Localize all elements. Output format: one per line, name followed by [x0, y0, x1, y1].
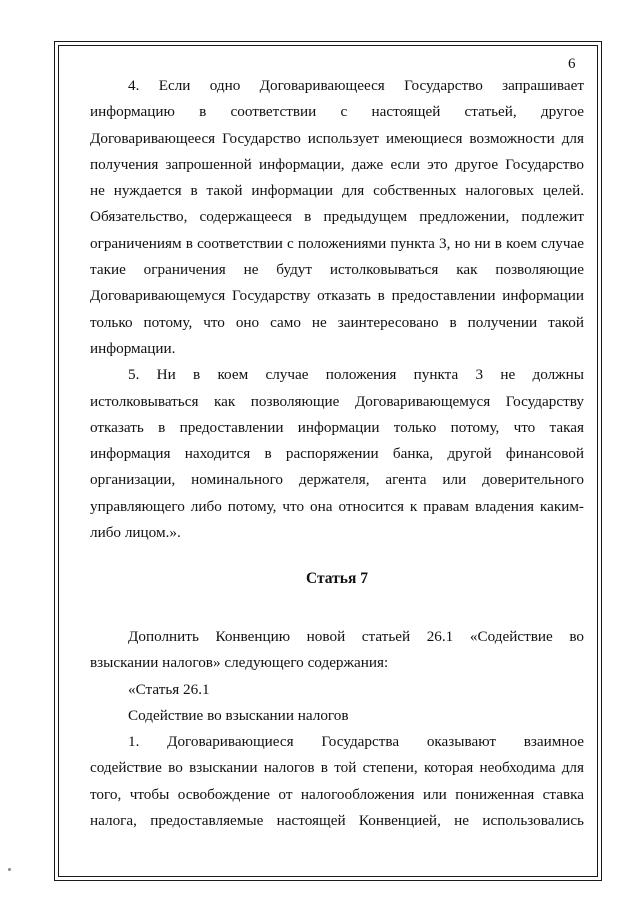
item-1: [90, 729, 584, 834]
text-line: Обязательство, содержащееся в предыдущем предложении, подлежит: [90, 208, 584, 226]
text-line: взыскании налогов» следующего содержания:: [90, 654, 389, 672]
paragraph-4: [90, 73, 584, 362]
document-body: [90, 73, 584, 546]
text-line: получения запрошенной информации, даже если это другое Государство: [90, 155, 584, 173]
text-line: 5. Ни в коем случае положения пункта 3 не должны: [128, 366, 584, 384]
text-line: информации.: [90, 339, 176, 357]
text-line: «Статья 26.1: [128, 680, 210, 698]
text-line: отказать в предоставлении информации только потому, что такая: [90, 418, 584, 436]
text-line: информация находится в распоряжении банка, другой финансовой: [90, 445, 584, 463]
text-line: информацию в соответствии с настоящей статьей, другое: [90, 103, 584, 121]
text-line: истолковываться как позволяющие Договаривающемуся Государству: [90, 392, 584, 410]
text-line: того, чтобы освобождение от налогообложения или пониженная ставка: [90, 785, 584, 803]
text-line: не нуждается в такой информации для собственных налоговых целей.: [90, 182, 584, 200]
text-line: только потому, что оно само не заинтересовано в получении такой: [90, 313, 584, 331]
text-line: Содействие во взыскании налогов: [128, 706, 349, 724]
article-heading: Статья 7: [306, 570, 368, 587]
article-7-body: [90, 624, 584, 834]
article-7-intro: [90, 624, 584, 677]
scan-artifact: [8, 868, 11, 871]
text-line: Договаривающееся Государство использует имеющиеся возможности для: [90, 129, 584, 147]
text-line: ограничениям в соответствии с положениями пункта 3, но ни в коем случае: [90, 234, 584, 252]
text-line: Дополнить Конвенцию новой статьей 26.1 «Содействие во: [128, 628, 584, 645]
paragraph-5: [90, 362, 584, 546]
text-line: либо лицом.».: [90, 524, 181, 542]
quoted-article-subtitle: [90, 703, 584, 729]
text-line: Договаривающемуся Государству отказать в предоставлении информации: [90, 287, 584, 305]
text-line: такие ограничения не будут истолковываться как позволяющие: [90, 261, 584, 279]
text-line: содействие во взыскании налогов в той степени, которая необходима для: [90, 759, 584, 777]
text-line: 4. Если одно Договаривающееся Государство запрашивает: [128, 77, 584, 94]
quoted-article-title: [90, 677, 584, 703]
text-line: налога, предоставляемые настоящей Конвенцией, не использовались: [90, 812, 584, 830]
text-line: организации, номинального держателя, агента или доверительного: [90, 471, 584, 489]
text-line: управляющего либо потому, что она относится к правам владения каким-: [90, 497, 584, 515]
text-line: 1. Договаривающиеся Государства оказывают взаимное: [128, 733, 584, 751]
page-number: 6: [568, 56, 576, 72]
